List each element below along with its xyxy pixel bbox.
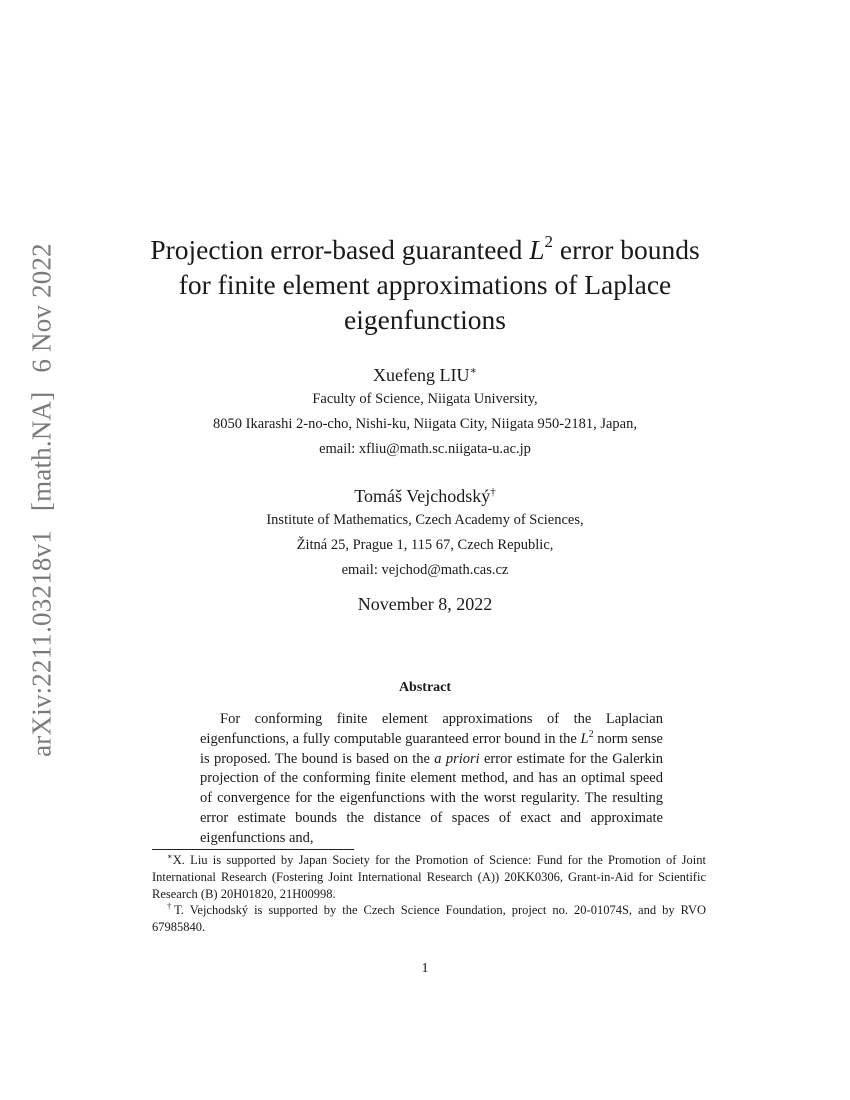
abstract-paragraph: For conforming finite element approximations of the Laplacian eigenfunctions, a fully computable guaranteed error bound in the $L^2$ norm sense is proposed. The bound is based on the a priori error estimate for the Galerkin projection of the conforming finite element method, and has an optimal speed of convergence for the eigenfunctions with the worst regularity. The resulting error estimate bounds the distance of spaces of exact and approximate eigenfunctions and, [200,711,664,846]
abstract-math-superscript: 2 [588,728,594,740]
arxiv-category: [math.NA] [26,391,57,512]
arxiv-stamp [27,237,58,763]
abstract-math-symbol: L [580,730,589,747]
author-name: Tomáš Vejchodský† [354,486,496,506]
author-name: Xuefeng LIU∗ [373,365,477,385]
author-affiliation-line: Institute of Mathematics, Czech Academy of Sciences, [266,512,584,528]
author-address-line: Žitná 25, Prague 1, 115 67, Czech Republic, [296,537,554,553]
footnote-separator [152,849,354,850]
title-math-symbol: L [529,234,545,265]
abstract-heading: Abstract [398,680,452,695]
paper-date: November 8, 2022 [357,594,493,614]
footnote-1: ∗X. Liu is supported by Japan Society for the Promotion of Science: Fund for the Promotion of Joint International Research (Fostering Joint International Research (A)) 20KK0306, Grant-in-Aid for Scientific Research (B) 20H01820, 21H00998. [152,851,706,901]
author-block-2 [100,484,750,583]
footnote-2: †T. Vejchodský is supported by the Czech Science Foundation, project no. 20-01074S, and by RVO 67985840. [152,901,706,935]
footnote-mark: † [167,901,175,912]
paper-title [150,232,700,337]
title-math-superscript: 2 [544,232,554,251]
footnote-mark: ∗ [167,851,173,861]
title-part2: error bounds for finite element approximations of Laplace eigenfunctions [178,234,700,335]
footnote-mark: ∗ [469,365,477,377]
abstract-italic-term: a priori [434,750,480,767]
page-number: 1 [421,961,429,976]
author-block-1 [100,363,750,462]
author-email[interactable]: email: vejchod@math.cas.cz [341,562,509,578]
author-affiliation-line: Faculty of Science, Niigata University, [312,391,538,407]
abstract-body [200,710,663,849]
author-email[interactable]: email: xfliu@math.sc.niigata-u.ac.jp [319,441,531,457]
footnotes [152,852,706,936]
arxiv-date: 6 Nov 2022 [26,243,57,373]
arxiv-identifier: arXiv:2211.03218v1 [26,530,57,757]
title-part1: Projection error-based guaranteed [150,234,530,265]
footnote-mark: † [490,486,496,498]
author-address-line: 8050 Ikarashi 2-no-cho, Nishi-ku, Niigata City, Niigata 950-2181, Japan, [213,416,637,432]
